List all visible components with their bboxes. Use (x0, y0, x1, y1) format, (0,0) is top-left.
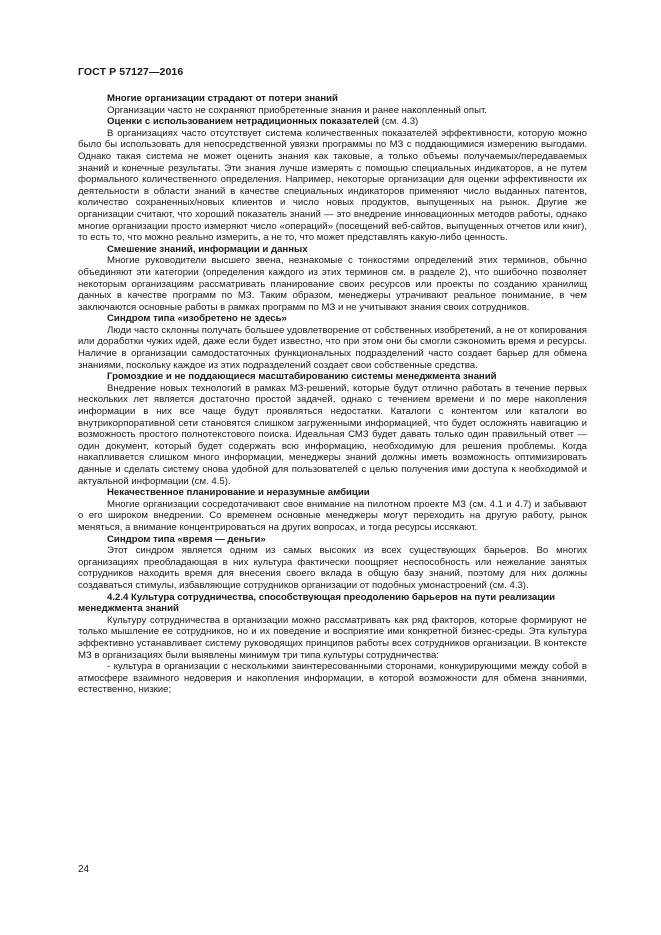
section-heading: Смешение знаний, информации и данных (107, 243, 308, 255)
section-heading: Многие организации страдают от потери знаний (107, 93, 338, 104)
section-heading: Громоздкие и не поддающиеся масштабированию системы менеджмента знаний (107, 371, 497, 383)
section-heading: Некачественное планирование и неразумные амбиции (107, 487, 370, 499)
paragraph: Внедрение новых технологий в рамках МЗ-решений, которые будут отлично работать в течение первых нескольких лет является достаточно простой задачей, однако с течением времени и по мере накопления информации в них все чаще будут проявляться недостатки. Каталоги с контентом или каталоги во внутрикорпоративной сети становятся слишком загруженными информацией, что будет осложнять навигацию и возможность простого полнотекстового поиска. Идеальная СМЗ будет давать только один правильный ответ — один документ, который будет содержать всю информацию, необходимую для решения проблемы. Когда накапливается слишком много информации, менеджеры знаний должны иметь возможность оптимизировать данные и сделать систему снова удобной для пользователей с целью получения ими доступа к необходимой и актуальной информации (см. 4.5). (78, 382, 587, 487)
paragraph: Многие руководители высшего звена, незнакомые с тонкостями определений этих терминов, обычно объединяют эти категории (определения каждого из этих терминов см. в разделе 2), что ошибочно позволяет некоторым организациям рассматривать планирование своих ресурсов или проекты по созданию хранилищ данных в качестве программ по МЗ. Таким образом, менеджеры утрачивают реальное понимание, в чем заключаются основные работы в рамках программ по МЗ и не учитывают знания своих сотрудников. (78, 255, 587, 313)
paragraph: Этот синдром является одним из самых высоких из всех существующих барьеров. Во многих организациях преобладающая в них культура фактически поощряет неспособность или нежелание занятых сотрудников находить время для внесения своего вклада в общую базу знаний, поэтому для них должны создаваться стимулы, избавляющие сотрудников организации от подобных умонастроений (см. 4.3). (78, 545, 587, 591)
section-heading: 4.2.4 Культура сотрудничества, способствующая преодолению барьеров на пути реализации менеджмента знаний (78, 591, 556, 615)
document-header: ГОСТ Р 57127—2016 (78, 66, 184, 78)
section-heading (78, 116, 587, 128)
document-body (78, 93, 587, 696)
list-item: - культура в организации с несколькими заинтересованными сторонами, конкурирующими между собой в атмосфере взаимного недоверия и накопления информации, в которой возможности для обмена знаниями, естественно, низкие; (78, 661, 587, 696)
section-heading: Синдром типа «время — деньги» (107, 533, 266, 545)
section-heading: Синдром типа «изобретено не здесь» (107, 313, 287, 325)
paragraph: Люди часто склонны получать большее удовлетворение от собственных изобретений, а не от копирования или доработки чужих идей, даже если будет известно, что при этом они бы смогли сэкономить время и ресурсы. Наличие в организации самодостаточных функциональных подразделений часто создает барьер для обмена знаниями, поскольку каждое из этих подразделений создает свои собственные средства. (78, 324, 587, 371)
heading-reference: (см. 4.3) (379, 116, 419, 128)
paragraph: Многие организации сосредотачивают свое внимание на пилотном проекте МЗ (см. 4.1 и 4.7) и забывают о его широком внедрении. Со временем основные менеджеры могут переходить на другую работу, рынок меняться, а внимание концентрироваться на других вопросах, и тогда ресурсы иссякают. (78, 498, 587, 533)
paragraph: Организации часто не сохраняют приобретенные знания и ранее накопленный опыт. (107, 104, 487, 116)
paragraph: В организациях часто отсутствует система количественных показателей эффективности, которую можно было бы использовать для непосредственной увязки программы по МЗ с поддающимися измерению выгодами. Однако такая система не может оценить знания как таковые, а только объемы получаемых/передаваемых знаний и конечные результаты. Эти знания лучше измерять с помощью специальных индикаторов, а не путем формального количественного определения. Например, некоторые организации для оценки эффективности их деятельности в области знаний в качестве специальных индикаторов применяют число выданных патентов, количество сохраненных/новых клиентов и число новых продуктов, выпущенных на рынок. Другие же организации считают, что хороший показатель знаний — это внедрение инновационных методов работы, однако многие организации просто измеряют число «операций» (посещений веб-сайтов, выпущенных отчетов или книг), то есть то, что можно реально измерить, а не то, что может представлять какую-либо ценность. (78, 127, 587, 244)
heading-text: Оценки с использованием нетрадиционных показателей (107, 116, 380, 128)
page-number: 24 (78, 864, 90, 875)
paragraph: Культуру сотрудничества в организации можно рассматривать как ряд факторов, которые формируют не только мышление ее сотрудников, но и их поведение и восприятие ими конкретной бизнес-среды. Эта культура эффективно устанавливает систему руководящих принципов работы всех сотрудников организации. В контексте МЗ в организациях были выявлены минимум три типа культуры сотрудничества: (78, 614, 587, 661)
